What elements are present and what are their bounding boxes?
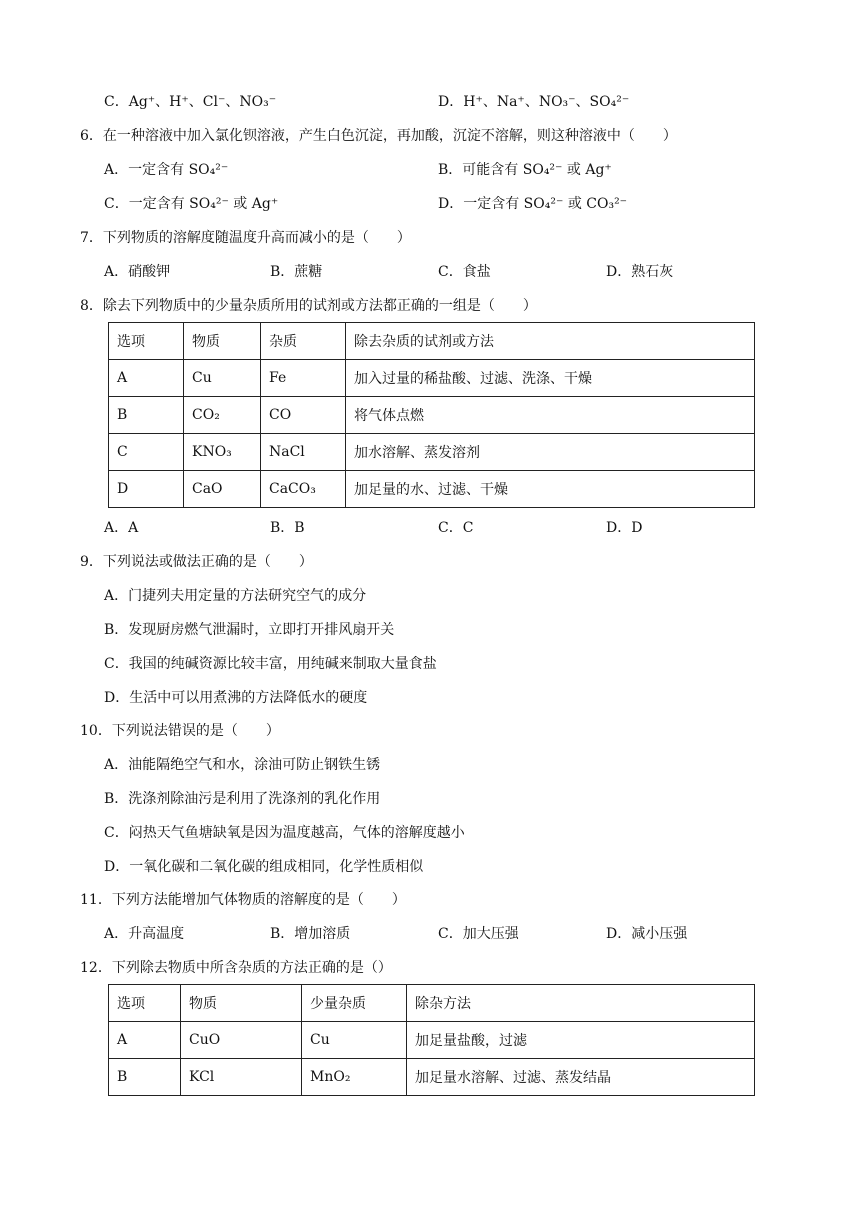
q9-option-a[interactable] — [104, 586, 366, 606]
table-cell: Cu — [184, 360, 261, 397]
q8-option-b[interactable] — [270, 518, 305, 538]
table-header-row — [109, 323, 755, 360]
option-text: 熟石灰 — [631, 264, 674, 280]
table-cell: 加足量水溶解、过滤、蒸发结晶 — [407, 1059, 755, 1096]
table-row — [109, 1022, 755, 1059]
table-cell: CaCO₃ — [261, 471, 346, 508]
option-label: D． — [606, 264, 632, 280]
q11-option-b[interactable] — [270, 924, 350, 944]
table-cell: 加入过量的稀盐酸、过滤、洗涤、干燥 — [346, 360, 755, 397]
q6-option-b[interactable] — [438, 160, 612, 180]
option-label: D． — [438, 196, 464, 212]
table-cell: Cu — [302, 1022, 407, 1059]
q8-table — [108, 322, 755, 508]
table-row — [109, 471, 755, 508]
table-row — [109, 1059, 755, 1096]
option-text: C — [462, 520, 474, 536]
option-label: A． — [104, 757, 129, 773]
table-header-cell: 物质 — [184, 323, 261, 360]
option-label: B． — [104, 622, 129, 638]
q7-option-b[interactable] — [270, 262, 322, 282]
option-label: C． — [438, 264, 463, 280]
table-header-cell: 除去杂质的试剂或方法 — [346, 323, 755, 360]
table-cell: CO₂ — [184, 397, 261, 434]
table-cell: CaO — [184, 471, 261, 508]
table-cell: NaCl — [261, 434, 346, 471]
option-text: 减小压强 — [631, 926, 688, 942]
q9-option-c[interactable] — [104, 654, 437, 674]
option-label: B． — [270, 520, 295, 536]
option-label: D． — [104, 690, 130, 706]
option-text: 一定含有 SO₄²⁻ — [128, 162, 229, 178]
q10-stem: 10．下列说法错误的是（ ） — [80, 723, 280, 739]
table-header-cell: 除杂方法 — [407, 985, 755, 1022]
table-cell: 将气体点燃 — [346, 397, 755, 434]
option-label: B． — [270, 264, 295, 280]
option-text: 升高温度 — [128, 926, 185, 942]
q8-option-a[interactable] — [104, 518, 138, 538]
option-label: D． — [438, 94, 464, 110]
q9-option-b[interactable] — [104, 620, 394, 640]
option-label: C． — [104, 94, 129, 110]
q6-option-d[interactable] — [438, 194, 627, 214]
q7-option-d[interactable] — [606, 262, 673, 282]
q10-option-b[interactable] — [104, 789, 380, 809]
q6-stem: 6．在一种溶液中加入氯化钡溶液，产生白色沉淀，再加酸，沉淀不溶解，则这种溶液中（ ） — [80, 128, 677, 144]
table-cell: MnO₂ — [302, 1059, 407, 1096]
option-text: 发现厨房燃气泄漏时，立即打开排风扇开关 — [128, 622, 395, 638]
q12-table — [108, 984, 755, 1096]
option-text: A — [128, 520, 139, 536]
q10-option-d[interactable] — [104, 857, 423, 877]
table-cell: 加足量的水、过滤、干燥 — [346, 471, 755, 508]
option-text: 一氧化碳和二氧化碳的组成相同，化学性质相似 — [129, 859, 424, 875]
table-header-row — [109, 985, 755, 1022]
option-label: B． — [104, 791, 129, 807]
q8-option-c[interactable] — [438, 518, 473, 538]
table-row — [109, 360, 755, 397]
option-label: C． — [438, 926, 463, 942]
option-text: 蔗糖 — [294, 264, 323, 280]
table-header-cell: 选项 — [109, 323, 184, 360]
option-text: 可能含有 SO₄²⁻ 或 Ag⁺ — [462, 162, 612, 178]
table-cell: C — [109, 434, 184, 471]
q7-option-a[interactable] — [104, 262, 170, 282]
q11-option-a[interactable] — [104, 924, 184, 944]
option-text: 油能隔绝空气和水，涂油可防止钢铁生锈 — [128, 757, 381, 773]
option-label: B． — [438, 162, 463, 178]
q12-stem: 12．下列除去物质中所含杂质的方法正确的是（） — [80, 960, 392, 976]
option-label: C． — [104, 825, 129, 841]
q11-option-d[interactable] — [606, 924, 687, 944]
option-label: D． — [606, 520, 632, 536]
table-cell: 加水溶解、蒸发溶剂 — [346, 434, 755, 471]
q10-option-c[interactable] — [104, 823, 465, 843]
q7-stem: 7．下列物质的溶解度随温度升高而减小的是（ ） — [80, 230, 411, 246]
option-text: 我国的纯碱资源比较丰富，用纯碱来制取大量食盐 — [128, 656, 437, 672]
table-cell: Fe — [261, 360, 346, 397]
q5-option-c[interactable] — [104, 92, 276, 112]
table-cell: KNO₃ — [184, 434, 261, 471]
q9-option-d[interactable] — [104, 688, 367, 708]
table-cell: A — [109, 360, 184, 397]
q8-option-d[interactable] — [606, 518, 642, 538]
option-label: A． — [104, 926, 129, 942]
option-label: C． — [438, 520, 463, 536]
option-text: 加大压强 — [462, 926, 519, 942]
option-label: D． — [104, 859, 130, 875]
table-header-cell: 选项 — [109, 985, 181, 1022]
table-cell: B — [109, 397, 184, 434]
option-text: 硝酸钾 — [128, 264, 171, 280]
q5-option-d[interactable] — [438, 92, 629, 112]
option-text: 一定含有 SO₄²⁻ 或 Ag⁺ — [128, 196, 279, 212]
q11-option-c[interactable] — [438, 924, 519, 944]
table-header-cell: 物质 — [181, 985, 302, 1022]
table-cell: A — [109, 1022, 181, 1059]
table-cell: KCl — [181, 1059, 302, 1096]
option-label: C． — [104, 196, 129, 212]
option-text: 门捷列夫用定量的方法研究空气的成分 — [128, 588, 367, 604]
option-text: 生活中可以用煮沸的方法降低水的硬度 — [129, 690, 368, 706]
table-header-cell: 少量杂质 — [302, 985, 407, 1022]
option-label: B． — [270, 926, 295, 942]
option-label: D． — [606, 926, 632, 942]
option-label: A． — [104, 264, 129, 280]
option-label: A． — [104, 162, 129, 178]
table-cell: D — [109, 471, 184, 508]
option-label: A． — [104, 588, 129, 604]
q6-option-c[interactable] — [104, 194, 278, 214]
option-text: B — [294, 520, 305, 536]
option-label: C． — [104, 656, 129, 672]
q9-stem: 9．下列说法或做法正确的是（ ） — [80, 554, 313, 570]
q11-stem: 11．下列方法能增加气体物质的溶解度的是（ ） — [80, 892, 406, 908]
option-text: D — [631, 520, 643, 536]
option-text: 闷热天气鱼塘缺氧是因为温度越高，气体的溶解度越小 — [128, 825, 465, 841]
option-text: 洗涤剂除油污是利用了洗涤剂的乳化作用 — [128, 791, 381, 807]
table-row — [109, 434, 755, 471]
q8-stem: 8．除去下列物质中的少量杂质所用的试剂或方法都正确的一组是（ ） — [80, 298, 537, 314]
table-cell: CuO — [181, 1022, 302, 1059]
option-text: H⁺、Na⁺、NO₃⁻、SO₄²⁻ — [463, 94, 630, 110]
option-text: Ag⁺、H⁺、Cl⁻、NO₃⁻ — [128, 94, 277, 110]
option-text: 一定含有 SO₄²⁻ 或 CO₃²⁻ — [463, 196, 628, 212]
option-text: 食盐 — [462, 264, 491, 280]
table-cell: 加足量盐酸，过滤 — [407, 1022, 755, 1059]
q7-option-c[interactable] — [438, 262, 491, 282]
table-cell: B — [109, 1059, 181, 1096]
table-header-cell: 杂质 — [261, 323, 346, 360]
table-row — [109, 397, 755, 434]
q10-option-a[interactable] — [104, 755, 380, 775]
option-text: 增加溶质 — [294, 926, 351, 942]
option-label: A． — [104, 520, 129, 536]
q6-option-a[interactable] — [104, 160, 228, 180]
table-cell: CO — [261, 397, 346, 434]
